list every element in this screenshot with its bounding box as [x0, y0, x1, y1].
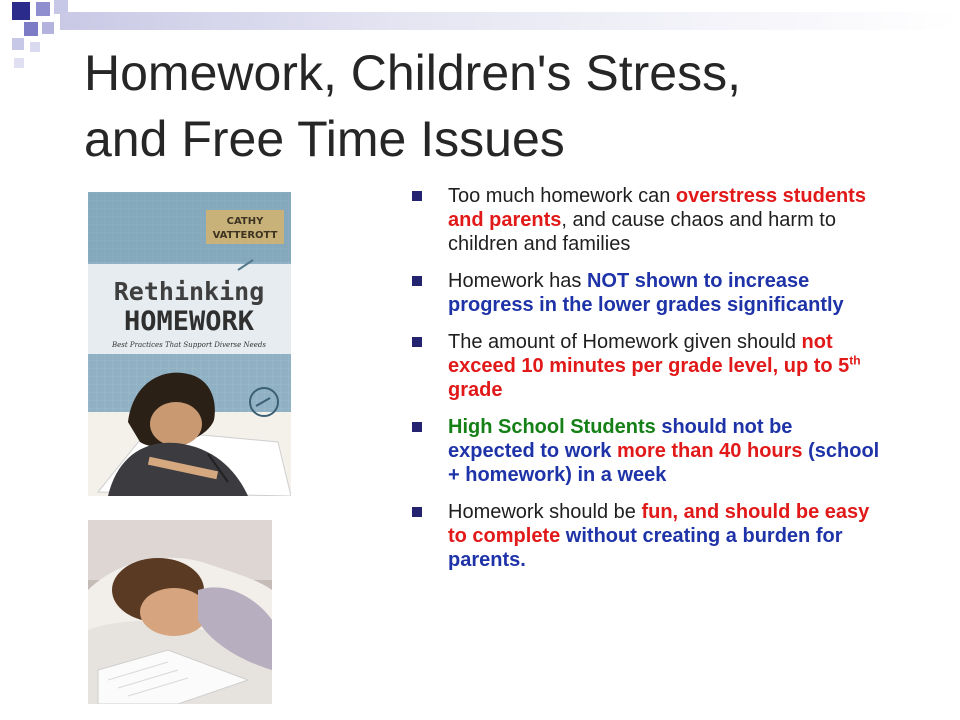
b3-emphasis-text: not exceed 10 minutes per grade level, up to 5	[448, 331, 850, 377]
bullet-marker	[412, 337, 422, 347]
title-line-2: and Free Time Issues	[84, 111, 565, 167]
bullet-item-4	[412, 415, 882, 487]
b4-emphasis: more than 40 hours	[616, 440, 803, 462]
slide-title	[84, 40, 944, 172]
book-title-2: HOMEWORK	[123, 306, 255, 337]
b2-text-1: Homework has	[448, 270, 587, 292]
bullet-marker	[412, 276, 422, 286]
b4-text-2: (school + homework) in a week	[448, 440, 880, 486]
b3-text-1: The amount of Homework given should	[448, 331, 802, 353]
bullet-item-3	[412, 330, 882, 402]
b1-text-2: , and cause chaos and harm to children and families	[448, 209, 836, 255]
book-author-1: CATHY	[226, 216, 264, 227]
book-title-1: Rethinking	[113, 277, 265, 306]
book-author-2: VATTEROTT	[212, 230, 278, 241]
b3-superscript: th	[849, 353, 861, 368]
b2-emphasis: NOT shown to increase progress in the lower grades significantly	[448, 270, 844, 316]
bullet-item-1	[412, 184, 882, 256]
deco-square	[14, 58, 24, 68]
b1-text-1: Too much homework can	[448, 185, 676, 207]
sleeping-student-image	[88, 520, 272, 704]
b5-emphasis: fun, and should be easy to complete	[448, 501, 870, 547]
b1-emphasis: overstress students and parents	[448, 185, 866, 231]
bullet-item-5	[412, 500, 882, 572]
bullet-marker	[412, 507, 422, 517]
b5-text-1: Homework should be	[448, 501, 642, 523]
b5-text-2: without creating a burden for parents.	[448, 525, 843, 571]
b4-text-1: should not be expected to work	[448, 416, 793, 462]
bullet-marker	[412, 422, 422, 432]
bullet-marker	[412, 191, 422, 201]
deco-square	[36, 2, 50, 16]
book-cover-image	[88, 192, 291, 496]
deco-square	[24, 22, 38, 36]
deco-square	[12, 2, 30, 20]
bullet-item-2	[412, 269, 882, 317]
title-line-1: Homework, Children's Stress,	[84, 45, 741, 101]
bullet-list	[412, 184, 882, 585]
deco-square	[42, 22, 54, 34]
deco-square	[30, 42, 40, 52]
b4-subject: High School Students	[448, 416, 656, 438]
deco-square	[12, 38, 24, 50]
header-band	[60, 12, 960, 30]
book-subtitle: Best Practices That Support Diverse Needs	[112, 341, 266, 349]
b3-emphasis-end: grade	[448, 379, 503, 401]
